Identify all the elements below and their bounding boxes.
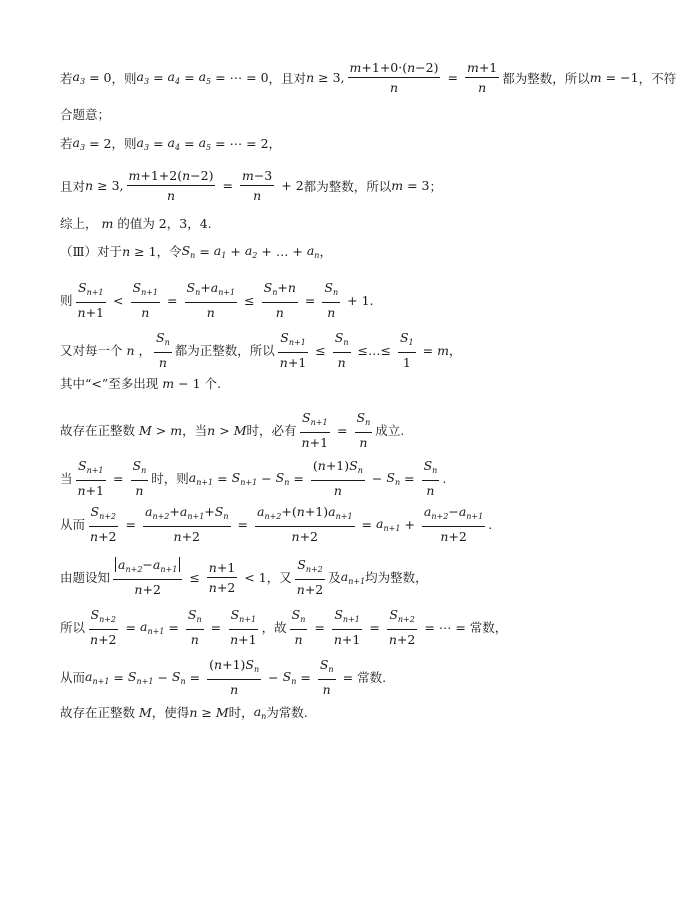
line-16: 故存在正整数 M ，使得 n ≥ M 时， $a_n$ 为常数.	[60, 703, 308, 721]
line-5: 综上， m 的值为 2，3，4.	[60, 215, 212, 231]
line-14: 所以 $\frac{S_{n+2}}{n+2}$ = $a_{n+1}$ = $\frac{S_n}{n}$ = $\frac{S_{n+1}}{n+1}$ ，故 $\frac{S_n}{n}$ = $\frac{S_{n+1}}{n+1}$ = $\frac{S_{n+2}}{n+2}$ = ⋯ = 常数，	[60, 607, 508, 647]
line-6: （Ⅲ）对于 n ≥ 1 ，令 $S_n$ = $a_1$ + $a_2$ + … + $a_n$ ，	[60, 242, 332, 260]
line-7: 则 $\frac{S_{n+1}}{n+1}$ < $\frac{S_{n+1}}{n}$ = $\frac{S_n+a_{n+1}}{n}$ ≤ $\frac{S_n+n}{n}$ = $\frac{S_n}{n}$ + 1.	[60, 280, 374, 320]
line-11: 当 $\frac{S_{n+1}}{n+1}$ = $\frac{S_n}{n}$ 时，则 $a_{n+1}$ = $S_{n+1}$ − $S_n$ = $\frac{(n+1)S_n}{n}$ − $S_n$ = $\frac{S_n}{n}$ .	[60, 458, 447, 498]
line-2: 合题意；	[60, 107, 111, 122]
line-1: 若 $a_3$ = 0 ，则 $a_3$ = $a_4$ = $a_5$ = ⋯ = 0 ，且对 n ≥ 3, $\frac{m+1+0\cdot(n-2)}{n}$ = $\frac{m+1}{n}$ 都为整数，所以 m = −1 ，不符	[60, 60, 676, 95]
line-4: 且对 n ≥ 3, $\frac{m+1+2(n-2)}{n}$ = $\frac{m-3}{n}$ + 2 都为整数，所以 m = 3 ；	[60, 168, 443, 203]
line-15: 从而 $a_{n+1}$ = $S_{n+1}$ − $S_n$ = $\frac{(n+1)S_n}{n}$ − $S_n$ = $\frac{S_n}{n}$ = 常数.	[60, 657, 387, 697]
line-12: 从而 $\frac{S_{n+2}}{n+2}$ = $\frac{a_{n+2}+a_{n+1}+S_n}{n+2}$ = $\frac{a_{n+2}+(n+1)a_{n+1}}{n+2}$ = $a_{n+1}$ + $\frac{a_{n+2}-a_{n+1}}{n+2}$ .	[60, 504, 493, 544]
line-10: 故存在正整数 M > m ，当 n > M 时，必有 $\frac{S_{n+1}}{n+1}$ = $\frac{S_n}{n}$ 成立.	[60, 410, 405, 450]
line-8: 又对每一个 n ， $\frac{S_n}{n}$ 都为正整数，所以 $\frac{S_{n+1}}{n+1}$ ≤ $\frac{S_n}{n}$ ≤…≤ $\frac{S_1}{1}$ = m ，	[60, 330, 462, 370]
line-13: 由题设知 $\frac{a_{n+2}-a_{n+1}}{n+2}$ ≤ $\frac{n+1}{n+2}$ < 1 ，又 $\frac{S_{n+2}}{n+2}$ 及 $a_{n+1}$ 均为整数，	[60, 557, 428, 597]
line-3: 若 $a_3$ = 2 ，则 $a_3$ = $a_4$ = $a_5$ = ⋯ = 2 ，	[60, 134, 282, 152]
line-9: 其中“<”至多出现 m − 1 个.	[60, 375, 221, 391]
